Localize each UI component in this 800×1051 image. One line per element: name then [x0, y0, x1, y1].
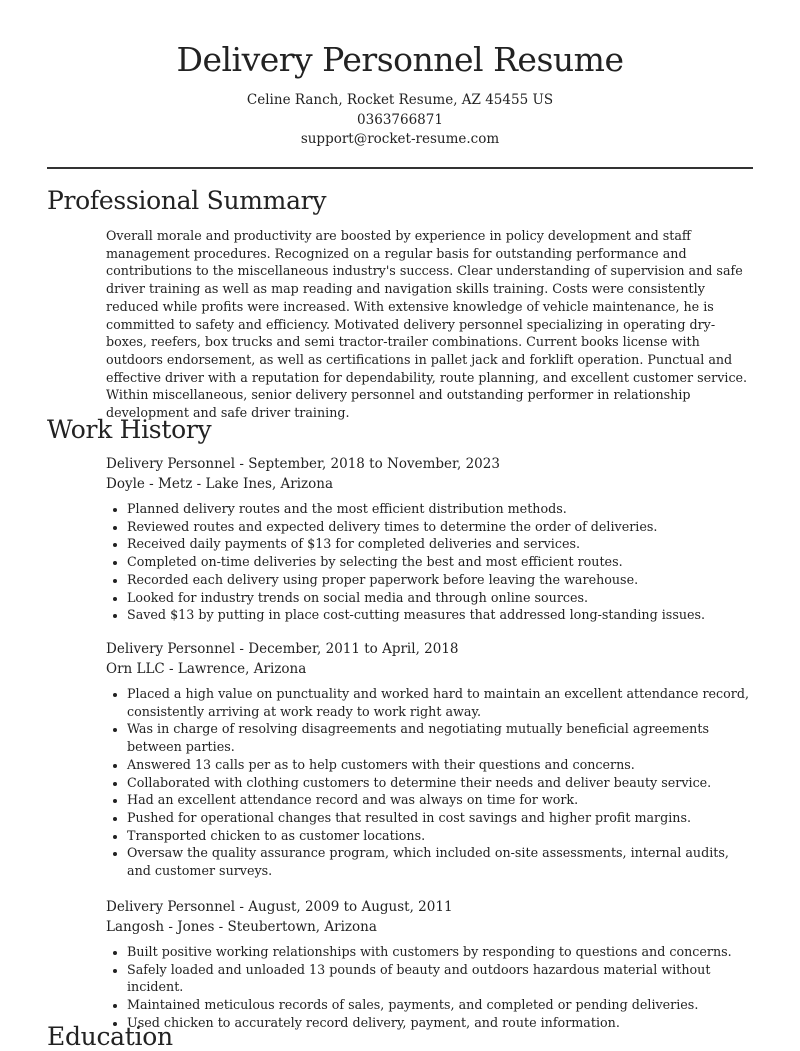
job-title-line: Delivery Personnel - December, 2011 to April, 2018 — [106, 641, 459, 657]
section-title-education: Education — [47, 1022, 173, 1051]
list-item: • Received daily payments of $13 for completed deliveries and services. — [127, 535, 756, 553]
job-bullet-list — [106, 685, 756, 880]
list-item: • Collaborated with clothing customers to determine their needs and deliver beauty service. — [127, 774, 756, 792]
job-company-line: Doyle - Metz - Lake Ines, Arizona — [106, 475, 334, 492]
section-title-summary: Professional Summary — [47, 186, 327, 215]
list-item: • Safely loaded and unloaded 13 pounds of beauty and outdoors hazardous material without incident. — [127, 961, 756, 996]
list-item: • Had an excellent attendance record and was always on time for work. — [127, 791, 756, 809]
contact-address: Celine Ranch, Rocket Resume, AZ 45455 US — [246, 92, 554, 108]
list-item: • Was in charge of resolving disagreements and negotiating mutually beneficial agreements between parties. — [127, 720, 756, 755]
section-title-work-history: Work History — [47, 415, 212, 444]
job-title-line: Delivery Personnel - September, 2018 to November, 2023 — [106, 456, 500, 472]
header-divider — [47, 167, 753, 169]
list-item: • Saved $13 by putting in place cost-cutting measures that addressed long-standing issues. — [127, 606, 756, 624]
job-entry-3 — [106, 898, 756, 1032]
list-item: • Recorded each delivery using proper paperwork before leaving the warehouse. — [127, 571, 756, 589]
list-item: • Planned delivery routes and the most efficient distribution methods. — [127, 500, 756, 518]
list-item: • Looked for industry trends on social media and through online sources. — [127, 589, 756, 607]
contact-phone: 0363766871 — [357, 111, 443, 128]
list-item: • Transported chicken to as customer locations. — [127, 827, 756, 845]
list-item: • Built positive working relationships with customers by responding to questions and concerns. — [127, 943, 756, 961]
list-item: • Answered 13 calls per as to help customers with their questions and concerns. — [127, 756, 756, 774]
resume-header — [0, 0, 800, 150]
job-company-line: Langosh - Jones - Steubertown, Arizona — [106, 918, 377, 935]
job-entry-2 — [106, 640, 756, 880]
list-item: • Used chicken to accurately record delivery, payment, and route information. — [127, 1014, 756, 1032]
list-item: • Pushed for operational changes that resulted in cost savings and higher profit margins. — [127, 809, 756, 827]
job-title-line: Delivery Personnel - August, 2009 to August, 2011 — [106, 899, 453, 915]
job-bullet-list — [106, 943, 756, 1032]
page-title: Delivery Personnel Resume — [176, 40, 624, 79]
list-item: • Oversaw the quality assurance program, which included on-site assessments, internal audits, and customer surveys. — [127, 844, 756, 879]
job-bullet-list — [106, 500, 756, 624]
list-item: • Reviewed routes and expected delivery times to determine the order of deliveries. — [127, 518, 756, 536]
list-item: • Completed on-time deliveries by selecting the best and most efficient routes. — [127, 553, 756, 571]
list-item: • Placed a high value on punctuality and worked hard to maintain an excellent attendance record, consistently arriving at work ready to work right away. — [127, 685, 756, 720]
summary-text: Overall morale and productivity are boosted by experience in policy development and staff management procedures. Recognized on a regular basis for outstanding performance and contributions to the miscellaneous industry's success. Clear understanding of supervision and safe driver training as well as map reading and navigation skills training. Costs were consistently reduced while profits were increased. With extensive knowledge of vehicle maintenance, he is committed to safety and efficiency. Motivated delivery personnel specializing in operating dry-boxes, reefers, box trucks and semi tractor-trailer combinations. Current books license with outdoors endorsement, as well as certifications in pallet jack and forklift operation. Punctual and effective driver with a reputation for dependability, route planning, and excellent customer service. Within miscellaneous, senior delivery personnel and outstanding performer in relationship development and safe driver training. — [106, 228, 748, 421]
contact-email: support@rocket-resume.com — [300, 131, 500, 147]
list-item: • Maintained meticulous records of sales, payments, and completed or pending deliveries. — [127, 996, 756, 1014]
job-entry-1 — [106, 455, 756, 624]
job-company-line: Orn LLC - Lawrence, Arizona — [106, 660, 307, 677]
